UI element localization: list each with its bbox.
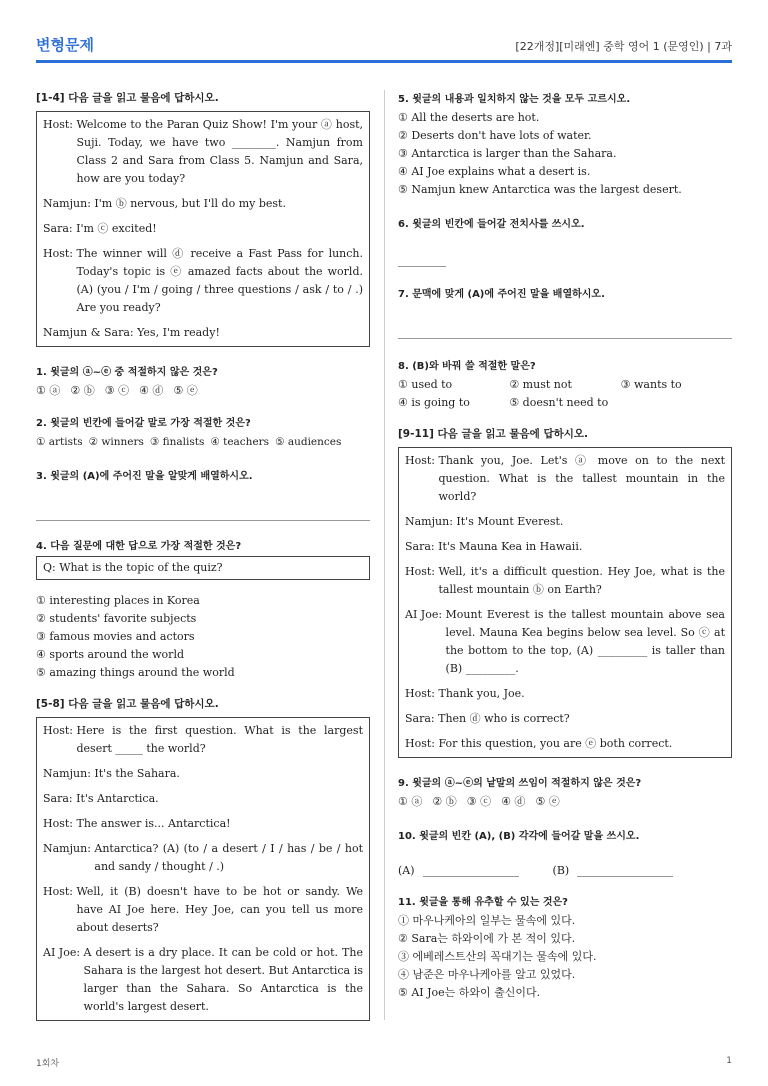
question-9-options: ① ⓐ ② ⓑ ③ ⓒ ④ ⓓ ⑤ ⓔ <box>398 795 560 808</box>
dialogue-turn: Namjun: It's Mount Everest. <box>405 515 564 528</box>
dialogue-turn: Host: Here is the first question. What is the largest desert _____ the world? <box>43 724 363 755</box>
question-4-box: Q: What is the topic of the quiz? <box>36 556 370 580</box>
answer-line-10b[interactable] <box>577 864 673 877</box>
question-7: 7. 문맥에 맞게 (A)에 주어진 말을 배열하시오. <box>398 289 605 300</box>
question-8: 8. (B)와 바꿔 쓸 적절한 말은? <box>398 361 536 372</box>
passage-1 <box>36 111 370 347</box>
dialogue-turn: Sara: Then ⓓ who is correct? <box>405 712 570 725</box>
header-info: [22개정][미래엔] 중학 영어 1 (문영인) | 7과 <box>515 40 732 53</box>
dialogue-turn: Namjun & Sara: Yes, I'm ready! <box>43 326 220 339</box>
dialogue-turn: Host: For this question, you are ⓔ both correct. <box>405 737 673 750</box>
dialogue-turn: Namjun: It's the Sahara. <box>43 767 180 780</box>
column-divider <box>384 90 385 1020</box>
question-8-options: ① used to ② must not ③ wants to ④ is going to ⑤ doesn't need to <box>398 378 682 409</box>
question-2: 2. 윗글의 빈칸에 들어갈 말로 가장 적절한 것은? <box>36 418 251 429</box>
question-4-options: ① interesting places in Korea ② students' favorite subjects ③ famous movies and actors ④ sports around the world ⑤ amazing things around the world <box>36 594 235 679</box>
question-10: 10. 윗글의 빈칸 (A), (B) 각각에 들어갈 말을 쓰시오. <box>398 831 640 842</box>
answer-line-10a[interactable] <box>423 864 519 877</box>
dialogue-turn: AI Joe: A desert is a dry place. It can be cold or hot. The Sahara is the largest hot desert. But Antarctica is larger than the Sahara. So Antarctica is the world's largest desert. <box>43 946 363 1013</box>
dialogue-turn: Namjun: Antarctica? (A) (to / a desert / I / has / be / hot and sandy / thought / .) <box>43 842 363 873</box>
footer-session: 1회차 <box>36 1059 60 1069</box>
dialogue-turn: AI Joe: Mount Everest is the tallest mountain above sea level. Mauna Kea begins below sea level. So ⓒ at the bottom to the top, (A) _________ is taller than (B) _________. <box>405 608 725 675</box>
page-number: 1 <box>726 1056 732 1066</box>
answer-line-6[interactable] <box>398 234 446 267</box>
dialogue-turn: Sara: It's Antarctica. <box>43 792 159 805</box>
header-rule <box>36 60 732 63</box>
answer-line-3[interactable] <box>36 486 370 521</box>
dialogue-turn: Sara: It's Mauna Kea in Hawaii. <box>405 540 583 553</box>
dialogue-turn: Namjun: I'm ⓑ nervous, but I'll do my best. <box>43 197 286 210</box>
dialogue-turn: Host: Thank you, Joe. <box>405 687 525 700</box>
left-column <box>36 90 370 1021</box>
answer-line-7[interactable] <box>398 304 732 339</box>
question-9: 9. 윗글의 ⓐ~ⓔ의 낱말의 쓰임이 적절하지 않은 것은? <box>398 778 642 789</box>
question-11-options: ① 마우나케아의 일부는 물속에 있다. ② Sara는 하와이에 가 본 적이 있다. ③ 에베레스트산의 꼭대기는 물속에 있다. ④ 남준은 마우나케아를 알고 있었다. ⑤ AI Joe는 하와이 출신이다. <box>398 914 597 999</box>
question-11: 11. 윗글을 통해 유추할 수 있는 것은? <box>398 897 568 908</box>
question-5-options: ① All the deserts are hot. ② Deserts don't have lots of water. ③ Antarctica is larger than the Sahara. ④ AI Joe explains what a desert is. ⑤ Namjun knew Antarctica was the largest desert. <box>398 111 682 196</box>
question-5: 5. 윗글의 내용과 일치하지 않는 것을 모두 고르시오. <box>398 94 631 105</box>
dialogue-turn: Host: Well, it (B) doesn't have to be hot or sandy. We have AI Joe here. Hey Joe, can you tell us more about deserts? <box>43 885 363 934</box>
section-2-title: [5-8] 다음 글을 읽고 물음에 답하시오. <box>36 698 219 710</box>
page-title: 변형문제 <box>36 36 94 54</box>
dialogue-turn: Host: Thank you, Joe. Let's ⓐ move on to the next question. What is the tallest mountain in the world? <box>405 454 725 503</box>
dialogue-turn: Host: The answer is... Antarctica! <box>43 817 231 830</box>
dialogue-turn: Sara: I'm ⓒ excited! <box>43 222 157 235</box>
passage-3 <box>398 447 732 758</box>
passage-2 <box>36 717 370 1021</box>
right-column <box>398 90 732 1002</box>
question-6: 6. 윗글의 빈칸에 들어갈 전치사를 쓰시오. <box>398 219 585 230</box>
dialogue-turn: Host: Well, it's a difficult question. Hey Joe, what is the tallest mountain ⓑ on Earth? <box>405 565 725 596</box>
question-1-options: ① ⓐ ② ⓑ ③ ⓒ ④ ⓓ ⑤ ⓔ <box>36 384 198 397</box>
question-3: 3. 윗글의 (A)에 주어진 말을 알맞게 배열하시오. <box>36 471 253 482</box>
question-1: 1. 윗글의 ⓐ~ⓔ 중 적절하지 않은 것은? <box>36 367 218 378</box>
question-2-options: ① artists ② winners ③ finalists ④ teachers ⑤ audiences <box>36 436 342 448</box>
dialogue-turn: Host: Welcome to the Paran Quiz Show! I'm your ⓐ host, Suji. Today, we have two ________. Namjun from Class 2 and Sara from Class 5. Namjun and Sara, how are you today? <box>43 118 363 185</box>
section-3-title: [9-11] 다음 글을 읽고 물음에 답하시오. <box>398 428 588 440</box>
dialogue-turn: Host: The winner will ⓓ receive a Fast Pass for lunch. Today's topic is ⓔ amazed facts about the world. (A) (you / I'm / going / three questions / ask / to / .) Are you ready? <box>43 247 363 314</box>
question-10-answers: (A) (B) <box>398 864 732 877</box>
section-1-title: [1-4] 다음 글을 읽고 물음에 답하시오. <box>36 92 219 104</box>
question-4: 4. 다음 질문에 대한 답으로 가장 적절한 것은? <box>36 541 242 552</box>
